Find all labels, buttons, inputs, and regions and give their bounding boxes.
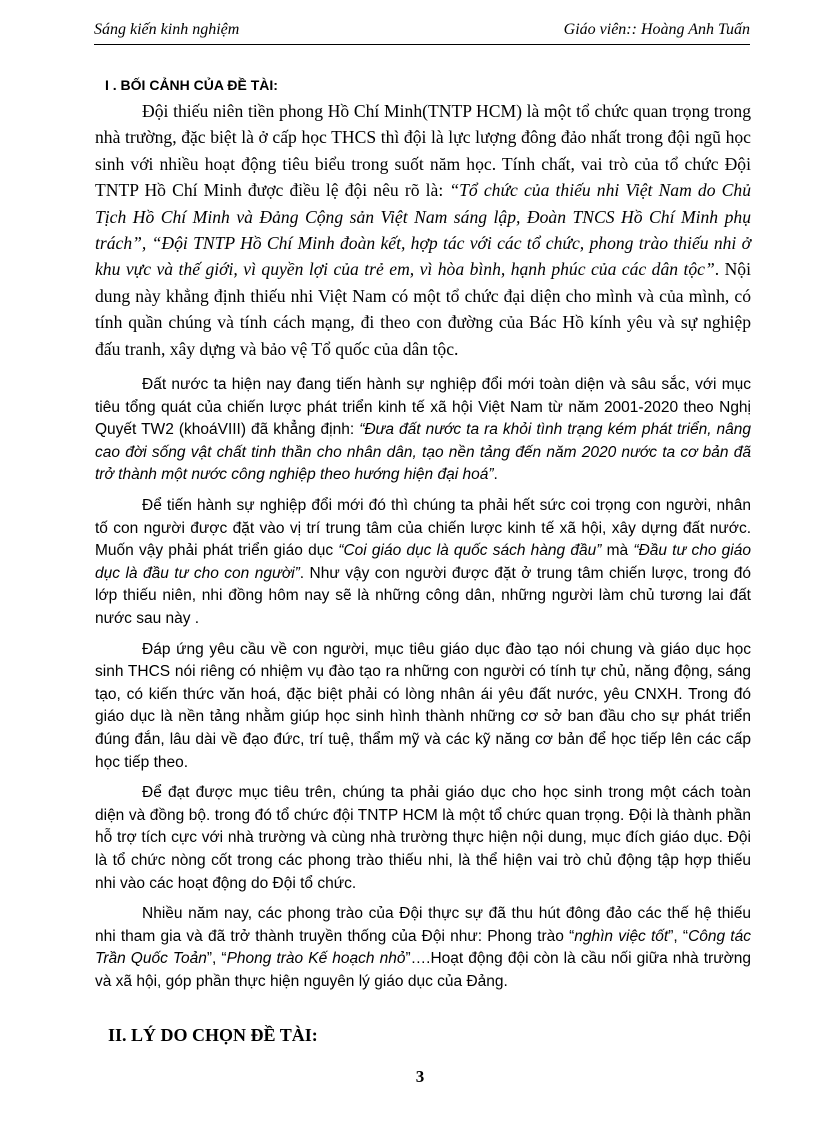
paragraph-6-movement-3: Phong trào Kế hoạch nhỏ: [226, 950, 406, 968]
paragraph-1-text-end: . Nội dung này khẳng định thiếu nhi Việt Nam có một tổ chức đại diện cho mình và của mình, có tính quần chúng và tính cách mạng, đi theo con đường của Bác Hồ kính yêu và sự nghiệp đấu tranh, xây dựng và bảo vệ Tổ quốc của dân tộc.: [95, 259, 751, 359]
paragraph-6-movement-2: Công tác Trần Quốc Toản: [95, 927, 751, 968]
paragraph-6-movement-1: nghìn việc tốt: [574, 927, 669, 945]
paragraph-2-text-end: .: [493, 466, 498, 484]
paragraph-3-quote-1: “Coi giáo dục là quốc sách hàng đầu”: [338, 542, 602, 560]
paragraph-3: [95, 495, 751, 631]
paragraph-4: Đáp ứng yêu cầu về con người, mục tiêu giáo dục đào tạo nói chung và giáo dục học sinh THCS nói riêng có nhiệm vụ đào tạo ra những con người có tính tự chủ, năng động, sáng tạo, có kiến thức văn hoá, đặc biệt phải có lòng nhân ái yêu đất nước, yêu CNXH. Trong đó giáo dục là nền tảng nhằm giúp học sinh hình thành những cơ sở ban đầu cho sự phát triển đúng đắn, lâu dài về đạo đức, trí tuệ, thẩm mỹ và các kỹ năng cơ bản để học tiếp lên các cấp học tiếp theo.: [95, 640, 751, 771]
paragraph-2: [95, 374, 751, 487]
paragraph-6-text: Nhiều năm nay, các phong trào của Đội thực sự đã thu hút đông đảo các thế hệ thiếu nhi tham gia và đã trở thành truyền thống của Đội như: Phong trào “: [95, 905, 751, 945]
page-body: [95, 72, 751, 994]
paragraph-3-text: Để tiến hành sự nghiệp đổi mới đó thì chúng ta phải hết sức coi trọng con người, nhân tố con người được đặt vào vị trí trung tâm của chiến lược kinh tế xã hội, xây dựng đất nước. Muốn vậy phải phát triển giáo dục: [95, 497, 751, 560]
page-header: [94, 20, 750, 45]
header-title: Sáng kiến kinh nghiệm: [94, 21, 240, 38]
paragraph-5: Để đạt được mục tiêu trên, chúng ta phải giáo dục cho học sinh trong một cách toàn diện và đồng bộ. trong đó tổ chức đội TNTP HCM là một tổ chức quan trọng. Đội là thành phần hỗ trợ tích cực với nhà trường và cùng nhà trường thực hiện nội dung, mục đích giáo dục. Đội là tổ chức nòng cốt trong các phong trào thiếu nhi, là thể hiện vai trò chủ động tập hợp thiếu nhi vào các hoạt động do Đội tổ chức.: [95, 784, 751, 892]
paragraph-3-text-end: . Như vậy con người được đặt ở trung tâm chiến lược, trong đó lớp thiếu niên, nhi đồng hôm nay sẽ là những công dân, những người làm chủ tương lai đất nước sau này .: [95, 564, 751, 627]
paragraph-3-text-mid: mà: [601, 542, 634, 560]
paragraph-1: [95, 98, 751, 362]
paragraph-1-text: Đội thiếu niên tiền phong Hồ Chí Minh(TNTP HCM) là một tổ chức quan trọng trong nhà trường, đặc biệt là ở cấp học THCS thì đội là lực lượng đông đảo nhất trong đội ngũ học sinh với nhiều hoạt động tiêu biểu trong suốt năm học. Tính chất, vai trò của tổ chức Đội TNTP Hồ Chí Minh được điều lệ đội nêu rõ là:: [95, 101, 751, 201]
section-1-heading: I . BỐI CẢNH CỦA ĐỀ TÀI:: [105, 77, 278, 93]
paragraph-6-sep-2: ”, “: [206, 950, 227, 968]
page-number: 3: [415, 1067, 425, 1086]
section-2-heading: II. LÝ DO CHỌN ĐỀ TÀI:: [108, 1025, 318, 1045]
paragraph-2-quote: “Đưa đất nước ta ra khỏi tình trạng kém phát triển, nâng cao đời sống vật chất tinh thần cho nhân dân, tạo nền tảng đến năm 2020 nước ta cơ bản đã trở thành một nước công nghiệp theo hướng hiện đại hoá”: [95, 421, 752, 484]
paragraph-6-text-end: ”….Hoạt động đội còn là cầu nối giữa nhà trường và xã hội, góp phần thực hiện nguyên lý giáo dục của Đảng.: [95, 950, 751, 990]
paragraph-2-text: Đất nước ta hiện nay đang tiến hành sự nghiệp đổi mới toàn diện và sâu sắc, với mục tiêu tổng quát của chiến lược phát triển kinh tế xã hội Việt Nam từ năm 2001-2020 theo Nghị Quyết TW2 (khoáVIII) đã khẳng định:: [95, 376, 751, 439]
paragraph-3-quote-2: “Đầu tư cho giáo dục là đầu tư cho con người”: [95, 542, 751, 582]
header-author: Giáo viên:: Hoàng Anh Tuấn: [563, 21, 750, 38]
paragraph-6-sep-1: ”, “: [668, 927, 689, 945]
paragraph-6: [95, 903, 751, 993]
paragraph-1-quote: “Tổ chức của thiếu nhi Việt Nam do Chủ Tịch Hồ Chí Minh và Đảng Cộng sản Việt Nam sáng lập, Đoàn TNCS Hồ Chí Minh phụ trách”, “Đội TNTP Hồ Chí Minh đoàn kết, hợp tác với các tổ chức, phong trào thiếu nhi ở khu vực và thế giới, vì quyền lợi của trẻ em, vì hòa bình, hạnh phúc của các dân tộc”: [95, 180, 751, 280]
